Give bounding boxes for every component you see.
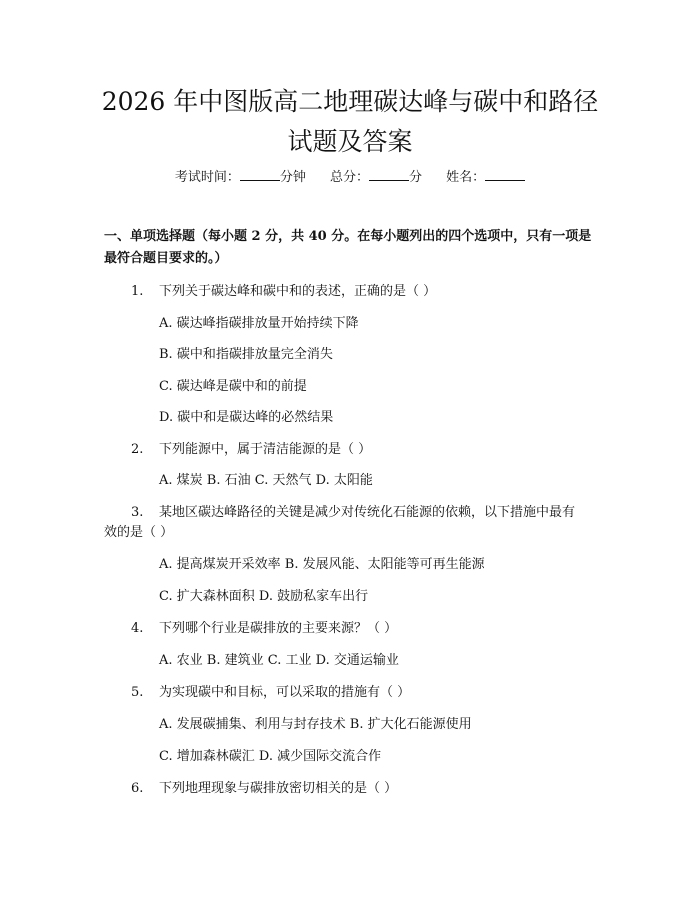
- question-stem-line-2: 效的是（ ）: [104, 525, 174, 540]
- name-label: 姓名：: [446, 170, 486, 185]
- time-unit: 分钟: [279, 170, 306, 185]
- exam-time: [175, 170, 306, 185]
- option: A. 提高煤炭开采效率 B. 发展风能、太阳能等可再生能源: [159, 557, 485, 572]
- score-unit: 分: [409, 170, 423, 185]
- option: B. 碳中和指碳排放量完全消失: [159, 347, 333, 362]
- question-stem-line-1: 某地区碳达峰路径的关键是减少对传统化石能源的依赖，以下措施中最有: [159, 505, 576, 520]
- question-number: 5.: [131, 685, 144, 700]
- question-stem: 下列地理现象与碳排放密切相关的是（ ）: [159, 781, 398, 796]
- question-stem: 下列关于碳达峰和碳中和的表述，正确的是（ ）: [159, 284, 437, 299]
- name-blank: [485, 168, 525, 181]
- option: C. 增加森林碳汇 D. 减少国际交流合作: [159, 749, 382, 764]
- option: C. 扩大森林面积 D. 鼓励私家车出行: [159, 589, 369, 604]
- option: A. 煤炭 B. 石油 C. 天然气 D. 太阳能: [159, 473, 373, 488]
- question-1: [131, 281, 436, 303]
- title-line-2: 试题及答案: [287, 127, 413, 156]
- exam-info: [60, 168, 640, 188]
- question-2: [131, 439, 371, 461]
- option: A. 农业 B. 建筑业 C. 工业 D. 交通运输业: [159, 653, 399, 668]
- question-number: 6.: [131, 781, 144, 796]
- option: A. 发展碳捕集、利用与封存技术 B. 扩大化石能源使用: [159, 717, 472, 732]
- page-title: [60, 82, 640, 162]
- option: A. 碳达峰指碳排放量开始持续下降: [159, 316, 359, 331]
- question-number: 2.: [131, 442, 144, 457]
- question-stem: 为实现碳中和目标，可以采取的措施有（ ）: [159, 685, 411, 700]
- time-label: 考试时间：: [174, 170, 240, 185]
- score-label: 总分：: [329, 170, 369, 185]
- question-number: 3.: [131, 505, 144, 520]
- question-number: 1.: [131, 284, 144, 299]
- question-stem: 下列哪个行业是碳排放的主要来源？（ ）: [159, 621, 398, 636]
- question-stem: 下列能源中，属于清洁能源的是（ ）: [159, 442, 372, 457]
- section-heading: 一、单项选择题（每小题 2 分，共 40 分。在每小题列出的四个选项中，只有一项是最符合题目要求的。）: [104, 229, 592, 266]
- question-4: [131, 618, 397, 640]
- option: C. 碳达峰是碳中和的前提: [159, 379, 307, 394]
- question-6: [131, 778, 397, 800]
- question-3: [131, 502, 575, 524]
- question-5: [131, 682, 410, 704]
- option: D. 碳中和是碳达峰的必然结果: [159, 410, 334, 425]
- question-number: 4.: [131, 621, 144, 636]
- score-blank: [369, 168, 409, 181]
- exam-name: [446, 170, 525, 185]
- title-line-1: 2026 年中图版高二地理碳达峰与碳中和路径: [101, 87, 599, 116]
- exam-score: [330, 170, 422, 185]
- time-blank: [240, 168, 280, 181]
